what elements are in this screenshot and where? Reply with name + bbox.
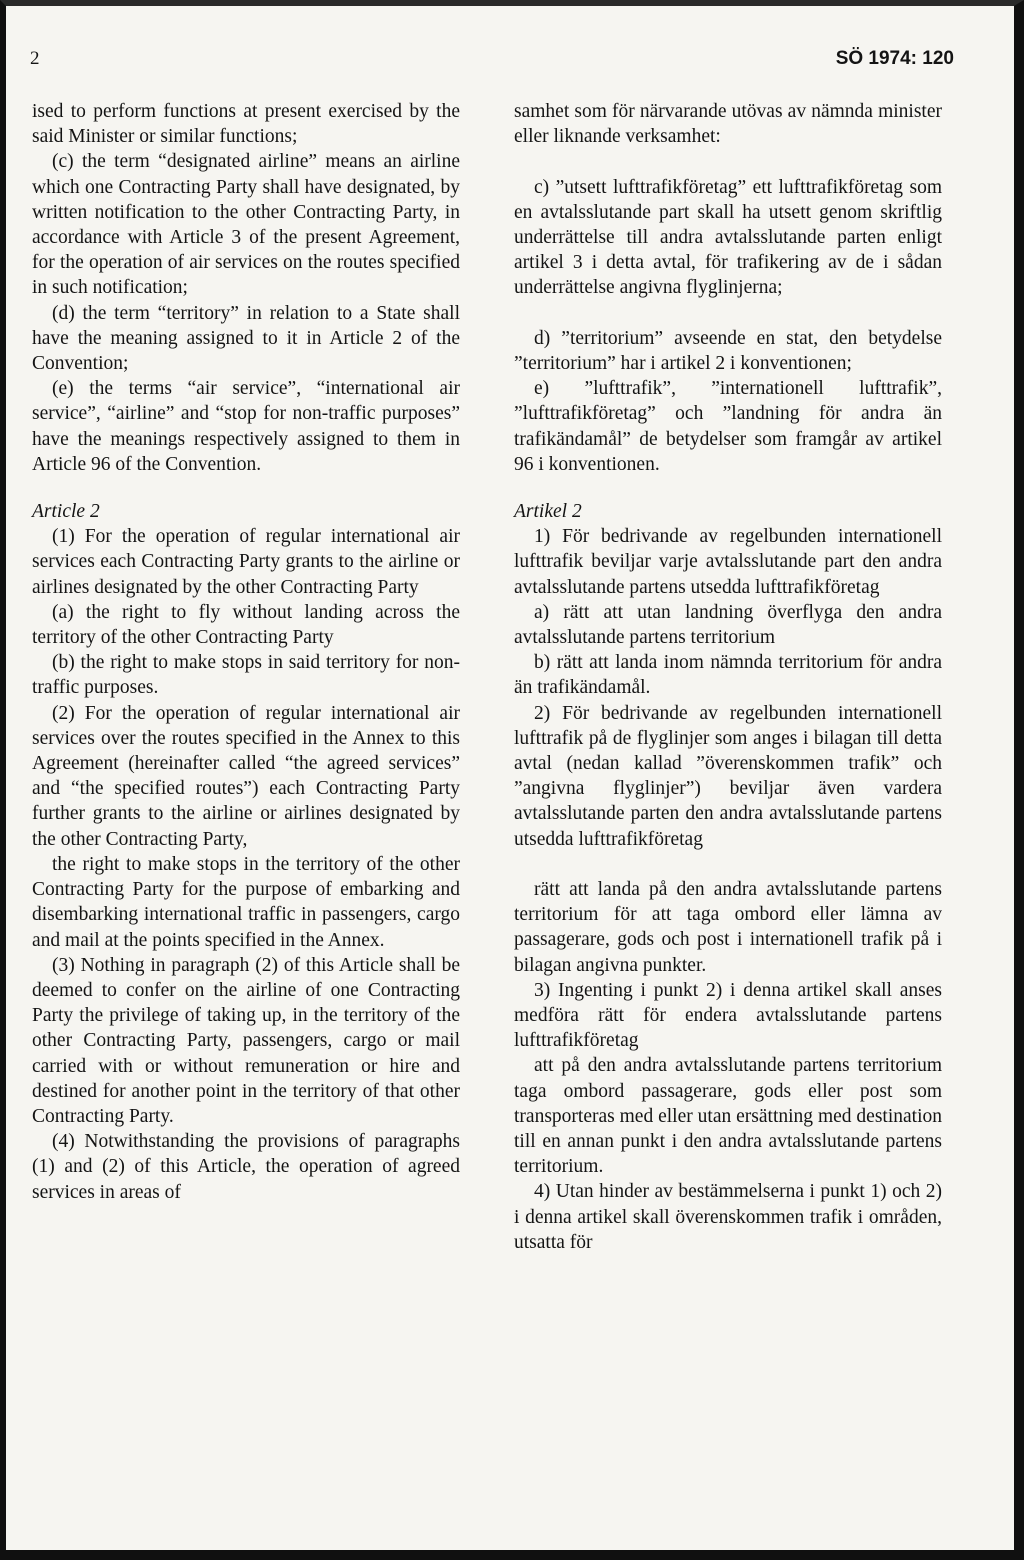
en-paragraph-continuation: ised to perform functions at present exercised by the said Minister or similar functions; — [32, 101, 460, 148]
en-definition-c: (c) the term “designated airline” means an airline which one Contracting Party shall have designated, by written notification to the other Contracting Party, in accordance with Article 3 of the present Agreement, for the operation of air services on the routes specified in such notification; — [32, 151, 460, 299]
en-article2-para1b: (b) the right to make stops in said territory for non-traffic purposes. — [32, 652, 460, 699]
sv-article2-para3: 3) Ingenting i punkt 2) i denna artikel skall anses medföra rätt för endera avtalsslutande partens lufttrafikföretag — [514, 979, 942, 1052]
sv-article-heading: Artikel 2 — [514, 501, 582, 523]
page-header — [30, 48, 954, 74]
en-article2-para4: (4) Notwithstanding the provisions of paragraphs (1) and (2) of this Article, the operation of agreed services in areas of — [32, 1131, 460, 1203]
document-reference: SÖ 1974: 120 — [835, 48, 954, 69]
english-column — [32, 99, 460, 1205]
en-article2-para2: (2) For the operation of regular international air services over the routes specified in the Annex to this Agreement (hereinafter called “the agreed services” and “the specified routes”) each Contracting Party further grants to the airline or airlines designated by the other Contracting Party, — [32, 702, 460, 850]
sv-article2-para3-right: att på den andra avtalsslutande partens territorium taga ombord passagerare, gods eller post som transporteras med eller utan ersättning med destination till en annan punkt i den andra avtalsslutande partens territorium. — [514, 1055, 942, 1178]
sv-article2-para1b: b) rätt att landa inom nämnda territorium för andra än trafikändamål. — [514, 652, 942, 699]
en-definition-e: (e) the terms “air service”, “international air service”, “airline” and “stop for non-traffic purposes” have the meanings respectively assigned to them in Article 96 of the Convention. — [32, 378, 460, 475]
sv-definition-c: c) ”utsett lufttrafikföretag” ett lufttrafikföretag som en avtalsslutande part skall ha utsett genom skriftlig underrättelse till andra avtalsslutande parten enligt artikel 3 i detta avtal, för trafikering av de i sådan underrättelse angivna flyglinjerna; — [514, 176, 942, 299]
sv-definition-e: e) ”lufttrafik”, ”internationell lufttrafik”, ”lufttrafikföretag” och ”landning för andra än trafikändamål” de betydelser som framgår av artikel 96 i konventionen. — [514, 378, 942, 475]
sv-article2-para4: 4) Utan hinder av bestämmelserna i punkt 1) och 2) i denna artikel skall överenskommen trafik i områden, utsatta för — [514, 1181, 942, 1253]
en-article2-para3: (3) Nothing in paragraph (2) of this Article shall be deemed to confer on the airline of one Contracting Party the privilege of taking up, in the territory of the other Contracting Party, passengers, cargo or mail carried with or without remuneration or hire and destined for another point in the territory of that other Contracting Party. — [32, 954, 460, 1127]
en-definition-d: (d) the term “territory” in relation to a State shall have the meaning assigned to it in Article 2 of the Convention; — [32, 302, 460, 375]
en-article2-para2-right: the right to make stops in the territory of the other Contracting Party for the purpose of embarking and disembarking international traffic in passengers, cargo and mail at the points specified in the Annex. — [32, 853, 460, 951]
en-article2-para1a: (a) the right to fly without landing across the territory of the other Contracting Party — [32, 601, 460, 649]
sv-article2-para2-right: rätt att landa på den andra avtalsslutande partens territorium för att taga ombord eller lämna av passagerare, gods och post i internationell trafik på i bilagan angivna punkter. — [514, 879, 942, 976]
sv-article2-para1a: a) rätt att utan landning överflyga den andra avtalsslutande partens territorium — [514, 601, 942, 649]
sv-article2-para2: 2) För bedrivande av regelbunden internationell lufttrafik på de flyglinjer som anges i bilagan till detta avtal (nedan kallad ”överenskommen trafik” och ”angivna flyglinjer”) beviljar även vardera avtalsslutande parten den andra avtalsslutande partens utsedda lufttrafikföretag — [514, 702, 942, 850]
sv-article2-para1: 1) För bedrivande av regelbunden internationell lufttrafik beviljar varje avtalsslutande part den andra avtalsslutande partens utsedda lufttrafikföretag — [514, 526, 942, 598]
page-number: 2 — [30, 48, 40, 69]
sv-paragraph-continuation: samhet som för närvarande utövas av nämnda minister eller liknande verksamhet: — [514, 101, 942, 148]
sv-definition-d: d) ”territorium” avseende en stat, den betydelse ”territorium” har i artikel 2 i konventionen; — [514, 327, 942, 374]
swedish-column — [514, 99, 942, 1255]
en-article2-para1: (1) For the operation of regular international air services each Contracting Party grants to the airline or airlines designated by the other Contracting Party — [32, 526, 460, 598]
en-article-heading: Article 2 — [32, 501, 100, 523]
